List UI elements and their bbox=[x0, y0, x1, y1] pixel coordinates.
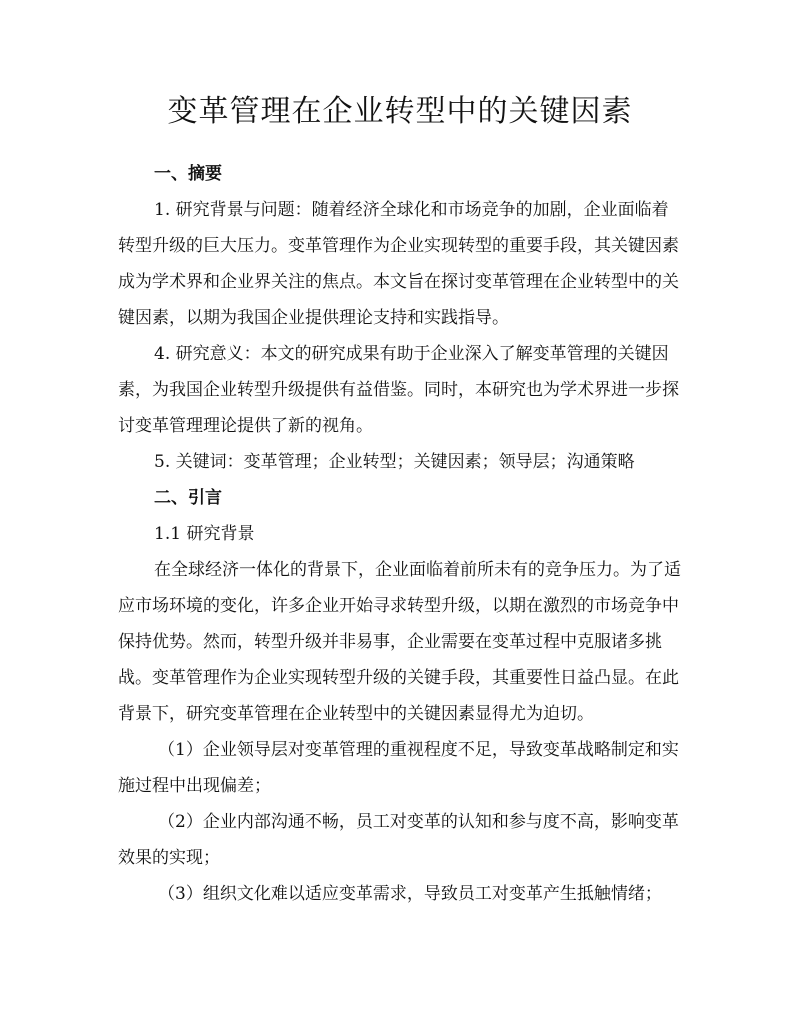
subsection-heading-background: 1.1 研究背景 bbox=[154, 524, 255, 544]
section-heading-abstract: 一、摘要 bbox=[154, 164, 222, 184]
abstract-paragraph-keywords: 5. 关键词：变革管理；企业转型；关键因素；领导层；沟通策略 bbox=[154, 452, 635, 472]
abstract-paragraph-significance: 4. 研究意义：本文的研究成果有助于企业深入了解变革管理的关键因素，为我国企业转型升级提供有益借鉴。同时，本研究也为学术界进一步探讨变革管理理论提供了新的视角。 bbox=[118, 344, 679, 436]
section-heading-introduction: 二、引言 bbox=[154, 488, 222, 508]
document-title: 变革管理在企业转型中的关键因素 bbox=[167, 94, 633, 129]
abstract-paragraph-background: 1. 研究背景与问题：随着经济全球化和市场竞争的加剧，企业面临着转型升级的巨大压力。变革管理作为企业实现转型的重要手段，其关键因素成为学术界和企业界关注的焦点。本文旨在探讨变革管理在企业转型中的关键因素，以期为我国企业提供理论支持和实践指导。 bbox=[118, 200, 679, 328]
list-item-1: （1）企业领导层对变革管理的重视程度不足，导致变革战略制定和实施过程中出现偏差； bbox=[118, 740, 679, 796]
list-item-2: （2）企业内部沟通不畅，员工对变革的认知和参与度不高，影响变革效果的实现； bbox=[118, 812, 679, 868]
intro-paragraph: 在全球经济一体化的背景下，企业面临着前所未有的竞争压力。为了适应市场环境的变化，许多企业开始寻求转型升级，以期在激烈的市场竞争中保持优势。然而，转型升级并非易事，企业需要在变革过程中克服诸多挑战。变革管理作为企业实现转型升级的关键手段，其重要性日益凸显。在此背景下，研究变革管理在企业转型中的关键因素显得尤为迫切。 bbox=[118, 560, 681, 724]
list-item-3: （3）组织文化难以适应变革需求，导致员工对变革产生抵触情绪； bbox=[158, 884, 662, 904]
